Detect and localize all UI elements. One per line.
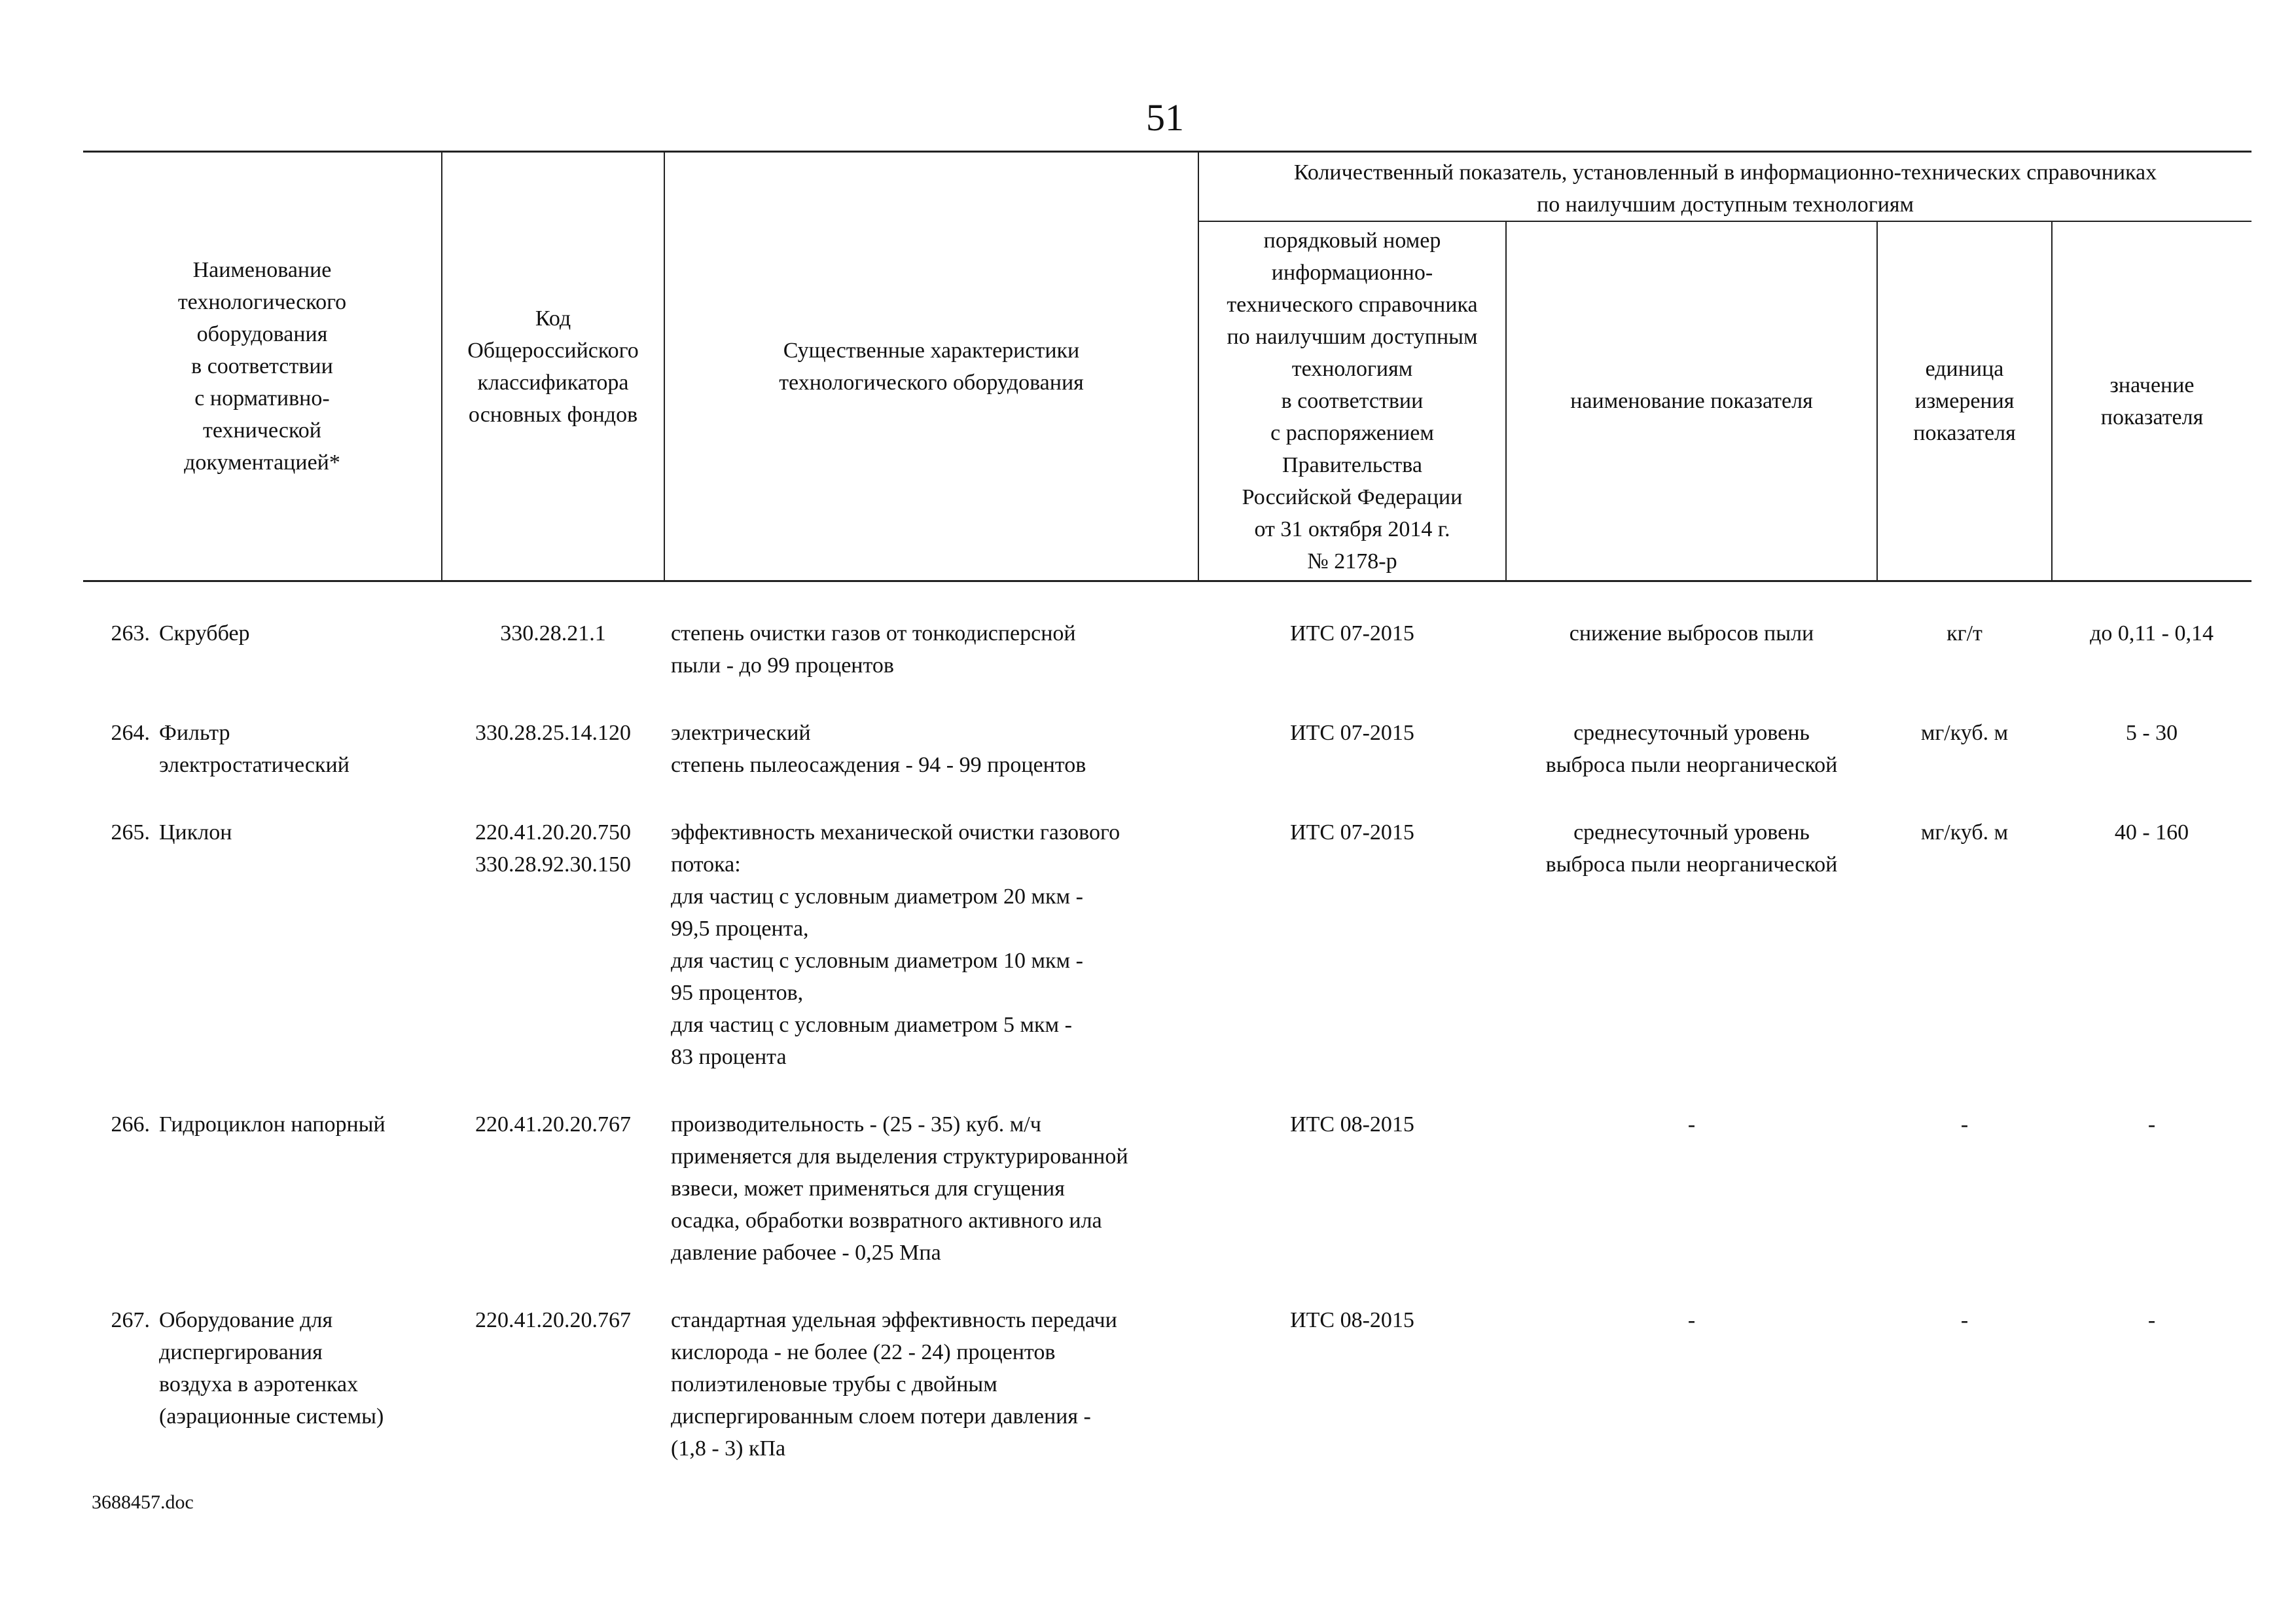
characteristics-line: для частиц с условным диаметром 5 мкм - bbox=[671, 1013, 1072, 1037]
row-number: 263. bbox=[111, 621, 150, 646]
page-number: 51 bbox=[1146, 96, 1184, 139]
equipment-name bbox=[159, 617, 250, 649]
okof-code-cell bbox=[442, 1108, 664, 1269]
characteristics-line: электрический bbox=[671, 721, 811, 745]
row-number: 267. bbox=[111, 1308, 150, 1332]
header-equipment-name-line: оборудования bbox=[196, 322, 328, 346]
indicator-name-line: выброса пыли неорганической bbox=[1545, 753, 1838, 777]
equipment-name-cell bbox=[83, 1108, 442, 1269]
indicator-name-cell bbox=[1506, 717, 1877, 781]
header-its-number-line: технического справочника bbox=[1227, 293, 1478, 317]
header-quantitative-indicator-group-line: по наилучшим доступным технологиям bbox=[1537, 192, 1914, 217]
indicator-name-line: среднесуточный уровень bbox=[1573, 820, 1810, 845]
header-quantitative-indicator-group bbox=[1198, 152, 2251, 222]
header-its-number-line: Правительства bbox=[1282, 453, 1422, 477]
characteristics-line: давление рабочее - 0,25 Мпа bbox=[671, 1241, 941, 1265]
value-cell: - bbox=[2147, 1308, 2156, 1332]
table-row bbox=[83, 816, 2251, 1073]
value-cell: до 0,11 - 0,14 bbox=[2090, 621, 2214, 646]
header-unit-line: показателя bbox=[1913, 421, 2016, 445]
indicator-name-line: снижение выбросов пыли bbox=[1569, 621, 1814, 646]
header-value-line: показателя bbox=[2100, 405, 2204, 429]
table-row bbox=[83, 1108, 2251, 1269]
row-number: 264. bbox=[111, 721, 150, 745]
indicator-name-line: выброса пыли неорганической bbox=[1545, 852, 1838, 877]
characteristics-line: 83 процента bbox=[671, 1045, 787, 1069]
okof-code-line: 220.41.20.20.767 bbox=[475, 1112, 631, 1137]
okof-code-line: 330.28.25.14.120 bbox=[475, 721, 631, 745]
characteristics-cell bbox=[664, 1304, 1198, 1465]
equipment-name-line: Скруббер bbox=[159, 621, 250, 646]
characteristics-line: стандартная удельная эффективность передачи bbox=[671, 1308, 1117, 1332]
header-unit-line: измерения bbox=[1914, 389, 2015, 413]
indicator-name-line: среднесуточный уровень bbox=[1573, 721, 1810, 745]
table-row bbox=[83, 617, 2251, 682]
characteristics-cell bbox=[664, 1108, 1198, 1269]
indicator-name-line: - bbox=[1687, 1112, 1696, 1137]
row-spacer bbox=[83, 581, 2251, 618]
header-okof-code-line: Код bbox=[535, 306, 571, 331]
equipment-name bbox=[159, 1304, 384, 1432]
table-row bbox=[83, 1304, 2251, 1465]
standards-table bbox=[83, 151, 2251, 1465]
characteristics-line: (1,8 - 3) кПа bbox=[671, 1436, 786, 1461]
equipment-name-line: Гидроциклон напорный bbox=[159, 1112, 386, 1137]
unit-cell: - bbox=[1960, 1308, 1969, 1332]
header-characteristics bbox=[664, 152, 1198, 581]
indicator-name-cell bbox=[1506, 1304, 1877, 1465]
value-cell: 5 - 30 bbox=[2125, 721, 2178, 745]
header-unit bbox=[1877, 221, 2052, 581]
header-its-number-line: с распоряжением bbox=[1270, 421, 1434, 445]
indicator-name-cell bbox=[1506, 617, 1877, 682]
characteristics-line: взвеси, может применяться для сгущения bbox=[671, 1176, 1065, 1201]
equipment-name-line: электростатический bbox=[159, 753, 350, 777]
unit-cell: - bbox=[1960, 1112, 1969, 1137]
row-number: 266. bbox=[111, 1112, 150, 1137]
header-equipment-name-line: Наименование bbox=[192, 258, 332, 282]
row-spacer bbox=[83, 781, 2251, 816]
header-quantitative-indicator-group-line: Количественный показатель, установленный в информационно-технических справочниках bbox=[1293, 160, 2157, 185]
header-its-number-line: Российской Федерации bbox=[1242, 485, 1463, 509]
header-indicator-name-line: наименование показателя bbox=[1570, 389, 1813, 413]
indicator-name-cell bbox=[1506, 816, 1877, 1073]
document-id: 3688457.doc bbox=[92, 1491, 194, 1513]
characteristics-line: для частиц с условным диаметром 20 мкм - bbox=[671, 884, 1083, 909]
characteristics-cell bbox=[664, 717, 1198, 781]
value-cell: - bbox=[2147, 1112, 2156, 1137]
equipment-name-line: диспергирования bbox=[159, 1340, 323, 1364]
characteristics-cell bbox=[664, 617, 1198, 682]
row-number: 265. bbox=[111, 820, 150, 845]
equipment-name-cell bbox=[83, 617, 442, 682]
characteristics-line: полиэтиленовые трубы с двойным bbox=[671, 1372, 997, 1396]
indicator-name-line: - bbox=[1687, 1308, 1696, 1332]
header-its-number bbox=[1198, 221, 1506, 581]
indicator-name-cell bbox=[1506, 1108, 1877, 1269]
characteristics-line: осадка, обработки возвратного активного ила bbox=[671, 1209, 1102, 1233]
header-okof-code-line: классификатора bbox=[477, 370, 629, 395]
characteristics-line: эффективность механической очистки газового bbox=[671, 820, 1121, 845]
equipment-name-line: воздуха в аэротенках bbox=[159, 1372, 359, 1396]
unit-cell: мг/куб. м bbox=[1920, 721, 2009, 745]
characteristics-line: степень очистки газов от тонкодисперсной bbox=[671, 621, 1076, 646]
unit-cell: кг/т bbox=[1946, 621, 1982, 646]
table-row bbox=[83, 717, 2251, 781]
equipment-name bbox=[159, 1108, 386, 1140]
header-its-number-line: от 31 октября 2014 г. bbox=[1254, 517, 1450, 541]
equipment-name-cell bbox=[83, 717, 442, 781]
header-its-number-line: порядковый номер bbox=[1263, 228, 1441, 253]
its-reference-cell: ИТС 08-2015 bbox=[1290, 1308, 1414, 1332]
header-okof-code bbox=[442, 152, 664, 581]
characteristics-line: для частиц с условным диаметром 10 мкм - bbox=[671, 949, 1083, 973]
header-its-number-line: по наилучшим доступным bbox=[1227, 325, 1478, 349]
equipment-name bbox=[159, 816, 232, 848]
characteristics-line: пыли - до 99 процентов bbox=[671, 653, 894, 678]
header-its-number-line: информационно- bbox=[1271, 261, 1433, 285]
its-reference-cell: ИТС 07-2015 bbox=[1290, 820, 1414, 845]
header-okof-code-line: Общероссийского bbox=[467, 338, 639, 363]
header-characteristics-line: технологического оборудования bbox=[779, 370, 1084, 395]
value-cell: 40 - 160 bbox=[2114, 820, 2189, 845]
row-spacer bbox=[83, 682, 2251, 717]
header-its-number-line: № 2178-р bbox=[1307, 549, 1397, 574]
its-reference-cell: ИТС 07-2015 bbox=[1290, 621, 1414, 646]
row-spacer bbox=[83, 1269, 2251, 1304]
okof-code-line: 330.28.92.30.150 bbox=[475, 852, 631, 877]
characteristics-line: производительность - (25 - 35) куб. м/ч bbox=[671, 1112, 1041, 1137]
header-indicator-name bbox=[1506, 221, 1877, 581]
its-reference-cell: ИТС 08-2015 bbox=[1290, 1112, 1414, 1137]
header-equipment-name-line: в соответствии bbox=[191, 354, 333, 378]
equipment-name-line: Циклон bbox=[159, 820, 232, 845]
characteristics-line: применяется для выделения структурированной bbox=[671, 1144, 1128, 1169]
header-value-line: значение bbox=[2109, 373, 2195, 397]
header-equipment-name-line: документацией* bbox=[184, 450, 340, 475]
characteristics-line: кислорода - не более (22 - 24) процентов bbox=[671, 1340, 1056, 1364]
equipment-name-line: (аэрационные системы) bbox=[159, 1404, 384, 1429]
header-its-number-line: технологиям bbox=[1291, 357, 1413, 381]
characteristics-line: 99,5 процента, bbox=[671, 917, 809, 941]
okof-code-line: 220.41.20.20.767 bbox=[475, 1308, 631, 1332]
okof-code-cell bbox=[442, 717, 664, 781]
okof-code-line: 330.28.21.1 bbox=[500, 621, 606, 646]
equipment-name bbox=[159, 717, 350, 781]
okof-code-cell bbox=[442, 816, 664, 1073]
its-reference-cell: ИТС 07-2015 bbox=[1290, 721, 1414, 745]
header-its-number-line: в соответствии bbox=[1281, 389, 1424, 413]
header-equipment-name-line: технической bbox=[202, 418, 321, 443]
okof-code-cell bbox=[442, 617, 664, 682]
equipment-name-line: Оборудование для bbox=[159, 1308, 333, 1332]
header-value bbox=[2052, 221, 2251, 581]
okof-code-line: 220.41.20.20.750 bbox=[475, 820, 631, 845]
equipment-name-line: Фильтр bbox=[159, 721, 230, 745]
characteristics-line: 95 процентов, bbox=[671, 981, 804, 1005]
characteristics-line: потока: bbox=[671, 852, 741, 877]
characteristics-line: степень пылеосаждения - 94 - 99 процентов bbox=[671, 753, 1086, 777]
header-equipment-name-line: технологического bbox=[177, 290, 347, 314]
characteristics-cell bbox=[664, 816, 1198, 1073]
row-spacer bbox=[83, 1073, 2251, 1108]
characteristics-line: диспергированным слоем потери давления - bbox=[671, 1404, 1091, 1429]
table-body bbox=[83, 581, 2251, 1465]
header-okof-code-line: основных фондов bbox=[468, 402, 638, 427]
equipment-name-cell bbox=[83, 1304, 442, 1465]
okof-code-cell bbox=[442, 1304, 664, 1465]
header-equipment-name bbox=[83, 152, 442, 581]
header-characteristics-line: Существенные характеристики bbox=[783, 338, 1080, 363]
equipment-name-cell bbox=[83, 816, 442, 1073]
unit-cell: мг/куб. м bbox=[1920, 820, 2009, 845]
header-unit-line: единица bbox=[1925, 357, 2004, 381]
header-equipment-name-line: с нормативно- bbox=[194, 386, 330, 410]
